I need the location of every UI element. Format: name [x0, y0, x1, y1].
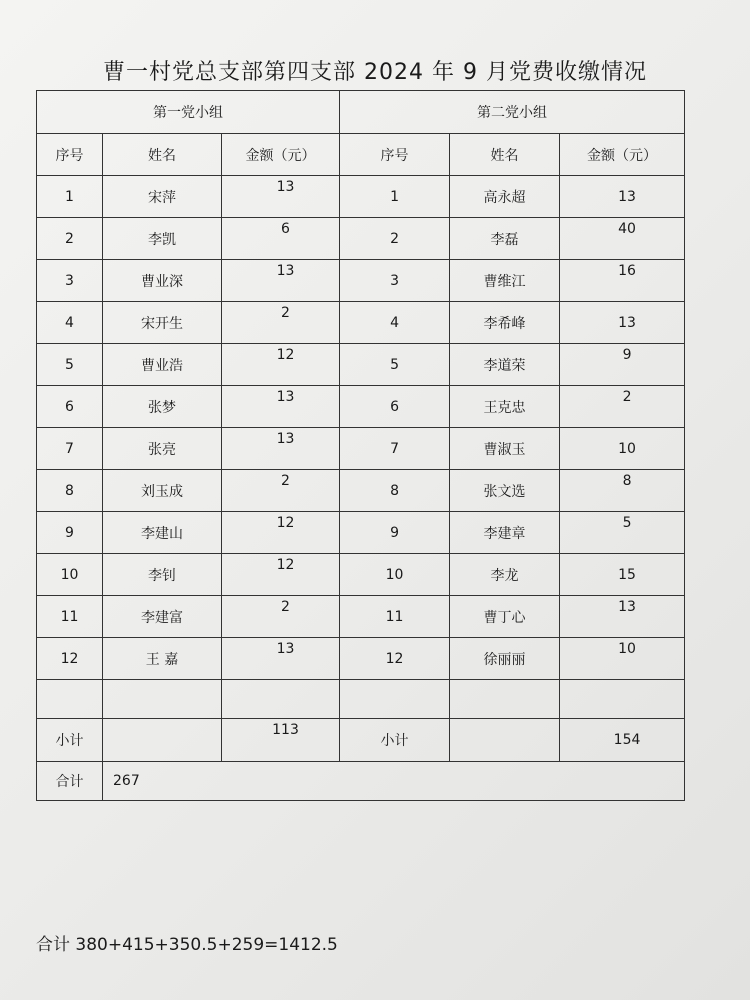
group-header-row: [37, 91, 685, 134]
table-row: [37, 512, 685, 554]
col-header-name: 姓名: [450, 134, 560, 176]
row-no: 8: [340, 470, 450, 512]
col-header-amount: 金额（元）: [222, 134, 340, 176]
subtotal-value: 154: [560, 719, 685, 762]
table-row: [37, 260, 685, 302]
row-amount: 2: [222, 470, 340, 512]
row-no: 1: [37, 176, 103, 218]
row-amount: 6: [222, 218, 340, 260]
row-name: 曹维江: [450, 260, 560, 302]
row-amount: 2: [222, 302, 340, 344]
row-no: 9: [37, 512, 103, 554]
table-row: [37, 470, 685, 512]
row-name: 宋萍: [103, 176, 222, 218]
row-no: 5: [340, 344, 450, 386]
row-no: 4: [37, 302, 103, 344]
subtotal-label: 小计: [37, 719, 103, 762]
row-name: 王克忠: [450, 386, 560, 428]
row-no: 12: [340, 638, 450, 680]
table-row: [37, 638, 685, 680]
row-no: 6: [37, 386, 103, 428]
total-row: [37, 762, 685, 801]
row-amount: 13: [222, 638, 340, 680]
dues-table: [36, 90, 685, 801]
row-name: 张梦: [103, 386, 222, 428]
row-amount: 13: [560, 176, 685, 218]
row-name: 李凯: [103, 218, 222, 260]
row-amount: 16: [560, 260, 685, 302]
row-amount: 13: [222, 176, 340, 218]
row-no: 11: [37, 596, 103, 638]
subtotal-value: 113: [222, 719, 340, 762]
table-row: [37, 554, 685, 596]
row-name: 曹丁心: [450, 596, 560, 638]
col-header-name: 姓名: [103, 134, 222, 176]
row-no: 6: [340, 386, 450, 428]
row-name: 曹业浩: [103, 344, 222, 386]
row-name: 李建富: [103, 596, 222, 638]
row-amount: 9: [560, 344, 685, 386]
table-row: [37, 428, 685, 470]
row-no: 7: [37, 428, 103, 470]
table-row: [37, 386, 685, 428]
row-name: 李道荣: [450, 344, 560, 386]
row-amount: 2: [560, 386, 685, 428]
col-header-amount: 金额（元）: [560, 134, 685, 176]
row-amount: 12: [222, 512, 340, 554]
row-amount: 13: [222, 260, 340, 302]
row-amount: 40: [560, 218, 685, 260]
column-header-row: [37, 134, 685, 176]
row-name: 曹业深: [103, 260, 222, 302]
table-row: [37, 596, 685, 638]
row-no: 8: [37, 470, 103, 512]
row-amount: 10: [560, 638, 685, 680]
row-name: 李建山: [103, 512, 222, 554]
row-no: 7: [340, 428, 450, 470]
row-no: 10: [37, 554, 103, 596]
row-name: 李希峰: [450, 302, 560, 344]
row-amount: 8: [560, 470, 685, 512]
row-name: 曹淑玉: [450, 428, 560, 470]
row-amount: 13: [560, 302, 685, 344]
row-amount: 12: [222, 344, 340, 386]
col-header-no: 序号: [37, 134, 103, 176]
table-row: [37, 302, 685, 344]
row-no: 4: [340, 302, 450, 344]
row-amount: 13: [560, 596, 685, 638]
row-no: 2: [37, 218, 103, 260]
row-amount: 10: [560, 428, 685, 470]
row-name: 张文选: [450, 470, 560, 512]
row-amount: 2: [222, 596, 340, 638]
total-value: 267: [103, 762, 685, 801]
row-name: 刘玉成: [103, 470, 222, 512]
table-row: [37, 344, 685, 386]
group-2-title: 第二党小组: [340, 91, 685, 134]
footnote: 合计 380+415+350.5+259=1412.5: [36, 935, 338, 955]
row-no: 3: [37, 260, 103, 302]
row-no: 5: [37, 344, 103, 386]
row-name: 王 嘉: [103, 638, 222, 680]
row-no: 2: [340, 218, 450, 260]
row-name: 高永超: [450, 176, 560, 218]
row-name: 李磊: [450, 218, 560, 260]
row-name: 李钊: [103, 554, 222, 596]
row-no: 3: [340, 260, 450, 302]
col-header-no: 序号: [340, 134, 450, 176]
row-name: 李龙: [450, 554, 560, 596]
row-no: 1: [340, 176, 450, 218]
row-name: 张亮: [103, 428, 222, 470]
table-row: [37, 218, 685, 260]
row-name: 李建章: [450, 512, 560, 554]
row-amount: 13: [222, 386, 340, 428]
group-1-title: 第一党小组: [37, 91, 340, 134]
row-name: 徐丽丽: [450, 638, 560, 680]
page-title: 曹一村党总支部第四支部 2024 年 9 月党费收缴情况: [103, 60, 647, 85]
blank-row: [37, 680, 685, 719]
total-label: 合计: [37, 762, 103, 801]
row-no: 12: [37, 638, 103, 680]
subtotal-row: [37, 719, 685, 762]
row-amount: 12: [222, 554, 340, 596]
row-amount: 15: [560, 554, 685, 596]
row-name: 宋开生: [103, 302, 222, 344]
row-no: 9: [340, 512, 450, 554]
row-no: 10: [340, 554, 450, 596]
table-row: [37, 176, 685, 218]
row-no: 11: [340, 596, 450, 638]
subtotal-label: 小计: [340, 719, 450, 762]
row-amount: 13: [222, 428, 340, 470]
row-amount: 5: [560, 512, 685, 554]
